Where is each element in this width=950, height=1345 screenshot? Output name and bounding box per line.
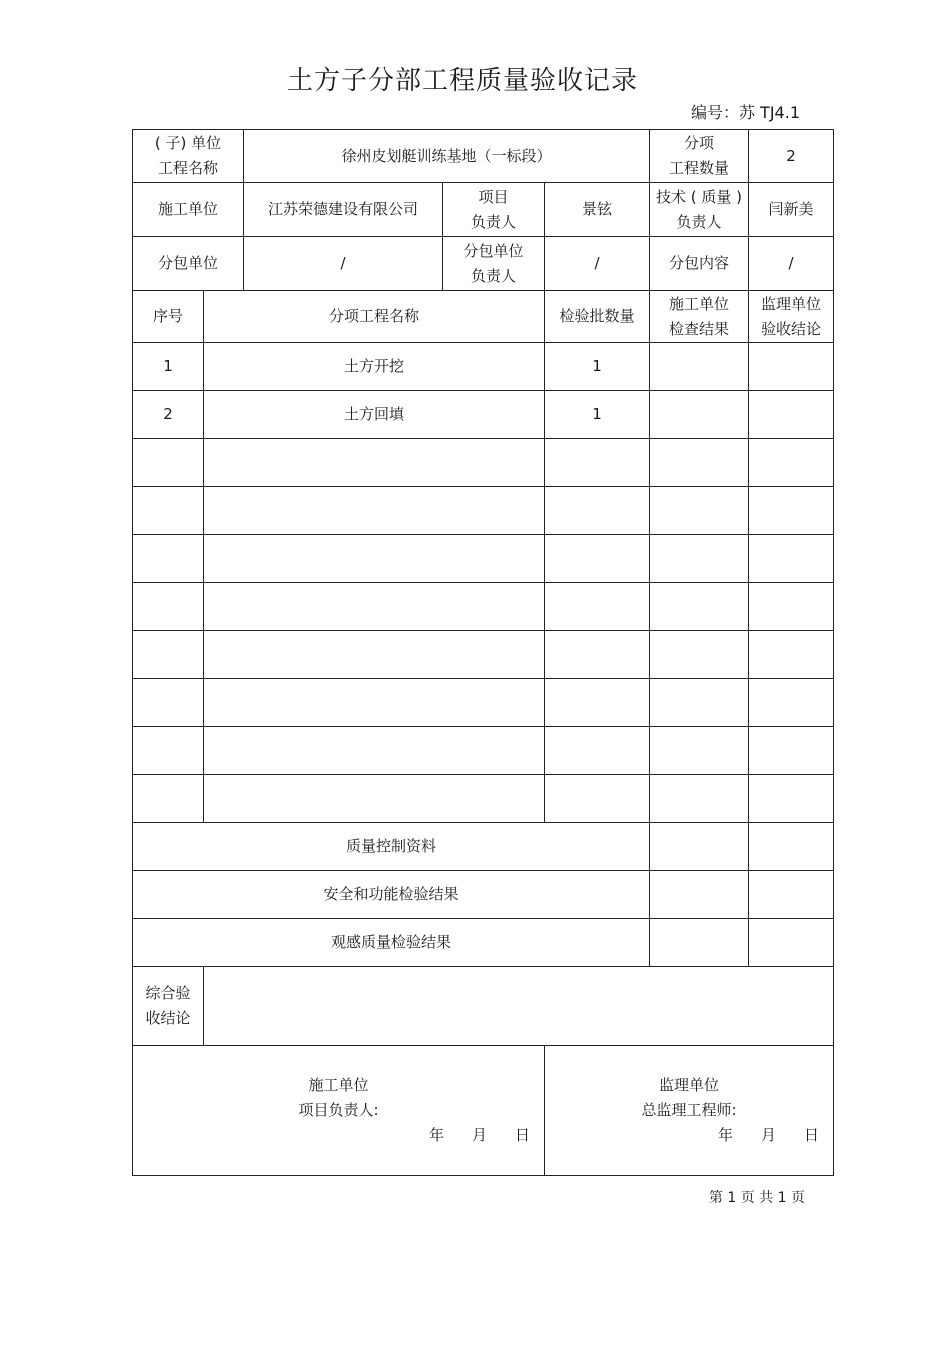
date-day: 日	[514, 1126, 530, 1144]
row-accept[interactable]	[749, 775, 834, 823]
table-row	[133, 583, 834, 631]
row-name[interactable]	[204, 487, 545, 535]
col-check: 施工单位 检查结果	[650, 291, 749, 343]
tech-label: 技术 ( 质量 ) 负责人	[650, 183, 749, 237]
table-row	[133, 535, 834, 583]
sign-right-date	[545, 1123, 833, 1148]
table-row	[133, 631, 834, 679]
row-batch[interactable]	[545, 535, 650, 583]
row-name[interactable]	[204, 679, 545, 727]
col-no: 序号	[133, 291, 204, 343]
summary-row	[133, 871, 834, 919]
table-row	[133, 391, 834, 439]
summary-check[interactable]	[650, 919, 749, 967]
page-footer: 第 1 页 共 1 页	[708, 1190, 805, 1206]
item-count-value[interactable]: 2	[749, 130, 834, 183]
row-batch[interactable]	[545, 583, 650, 631]
row-accept[interactable]	[749, 535, 834, 583]
date-month: 月	[471, 1126, 487, 1144]
row-accept[interactable]	[749, 727, 834, 775]
table-row	[133, 487, 834, 535]
pm-label: 项目 负责人	[443, 183, 545, 237]
row-name[interactable]	[204, 775, 545, 823]
summary-check[interactable]	[650, 823, 749, 871]
row-check[interactable]	[650, 631, 749, 679]
row-accept[interactable]	[749, 631, 834, 679]
row-batch[interactable]	[545, 679, 650, 727]
row-batch[interactable]	[545, 727, 650, 775]
row-check[interactable]	[650, 535, 749, 583]
row-check[interactable]	[650, 583, 749, 631]
row-accept[interactable]	[749, 391, 834, 439]
unit-name-value[interactable]: 徐州皮划艇训练基地（一标段）	[244, 130, 650, 183]
row-no[interactable]	[133, 631, 204, 679]
row-no[interactable]: 2	[133, 391, 204, 439]
contractor-signature[interactable]	[133, 1046, 545, 1176]
row-name[interactable]	[204, 631, 545, 679]
summary-row	[133, 919, 834, 967]
summary-check[interactable]	[650, 871, 749, 919]
sign-right-unit: 监理单位	[659, 1076, 720, 1094]
date-month: 月	[761, 1126, 777, 1144]
table-row	[133, 727, 834, 775]
row-accept[interactable]	[749, 487, 834, 535]
summary-label: 质量控制资料	[133, 823, 650, 871]
row-no[interactable]	[133, 535, 204, 583]
row-batch[interactable]	[545, 487, 650, 535]
conclusion-row	[133, 967, 834, 1046]
row-batch[interactable]: 1	[545, 343, 650, 391]
signature-row	[133, 1046, 834, 1176]
contractor-value[interactable]: 江苏荣德建设有限公司	[244, 183, 443, 237]
item-count-label: 分项 工程数量	[650, 130, 749, 183]
sign-right-person: 总监理工程师:	[641, 1101, 737, 1119]
row-name[interactable]	[204, 727, 545, 775]
sub-value[interactable]: /	[244, 237, 443, 291]
date-day: 日	[804, 1126, 820, 1144]
col-accept: 监理单位 验收结论	[749, 291, 834, 343]
unit-name-label: ( 子) 单位 工程名称	[133, 130, 244, 183]
sub-pm-label: 分包单位 负责人	[443, 237, 545, 291]
row-accept[interactable]	[749, 343, 834, 391]
table-row	[133, 343, 834, 391]
sub-pm-value[interactable]: /	[545, 237, 650, 291]
acceptance-form	[132, 129, 834, 1176]
sign-left-person: 项目负责人:	[298, 1101, 379, 1119]
date-year: 年	[717, 1126, 733, 1144]
row-batch[interactable]	[545, 775, 650, 823]
summary-accept[interactable]	[749, 871, 834, 919]
row-check[interactable]	[650, 391, 749, 439]
summary-label: 安全和功能检验结果	[133, 871, 650, 919]
date-year: 年	[428, 1126, 444, 1144]
row-check[interactable]	[650, 727, 749, 775]
sign-left-date	[133, 1123, 544, 1148]
column-header-row	[133, 291, 834, 343]
page-title: 土方子分部工程质量验收记录	[286, 66, 638, 96]
row-no[interactable]: 1	[133, 343, 204, 391]
sub-content-value[interactable]: /	[749, 237, 834, 291]
row-no[interactable]	[133, 679, 204, 727]
row-name[interactable]	[204, 535, 545, 583]
row-no[interactable]	[133, 583, 204, 631]
summary-label: 观感质量检验结果	[133, 919, 650, 967]
row-no[interactable]	[133, 487, 204, 535]
row-name[interactable]: 土方回填	[204, 391, 545, 439]
row-check[interactable]	[650, 343, 749, 391]
conclusion-value[interactable]	[204, 967, 834, 1046]
row-check[interactable]	[650, 487, 749, 535]
row-batch[interactable]: 1	[545, 391, 650, 439]
row-check[interactable]	[650, 775, 749, 823]
col-batch: 检验批数量	[545, 291, 650, 343]
item-rows	[133, 343, 834, 823]
row-no[interactable]	[133, 775, 204, 823]
table-row	[133, 775, 834, 823]
col-name: 分项工程名称	[204, 291, 545, 343]
conclusion-label: 综合验 收结论	[133, 967, 204, 1046]
pm-value[interactable]: 景铉	[545, 183, 650, 237]
sub-label: 分包单位	[133, 237, 244, 291]
sign-left-unit: 施工单位	[308, 1076, 369, 1094]
summary-rows	[133, 823, 834, 967]
summary-row	[133, 823, 834, 871]
row-no[interactable]	[133, 727, 204, 775]
row-accept[interactable]	[749, 583, 834, 631]
row-no[interactable]	[133, 439, 204, 487]
row-batch[interactable]	[545, 631, 650, 679]
row-check[interactable]	[650, 439, 749, 487]
summary-accept[interactable]	[749, 919, 834, 967]
contractor-label: 施工单位	[133, 183, 244, 237]
row-accept[interactable]	[749, 439, 834, 487]
sub-content-label: 分包内容	[650, 237, 749, 291]
row-name[interactable]	[204, 583, 545, 631]
form-table	[132, 129, 834, 1176]
tech-value[interactable]: 闫新美	[749, 183, 834, 237]
row-name[interactable]: 土方开挖	[204, 343, 545, 391]
row-check[interactable]	[650, 679, 749, 727]
table-row	[133, 679, 834, 727]
row-accept[interactable]	[749, 679, 834, 727]
summary-accept[interactable]	[749, 823, 834, 871]
table-row	[133, 439, 834, 487]
form-code: 编号：苏 TJ4.1	[690, 103, 800, 122]
supervisor-signature[interactable]	[545, 1046, 834, 1176]
row-batch[interactable]	[545, 439, 650, 487]
row-name[interactable]	[204, 439, 545, 487]
